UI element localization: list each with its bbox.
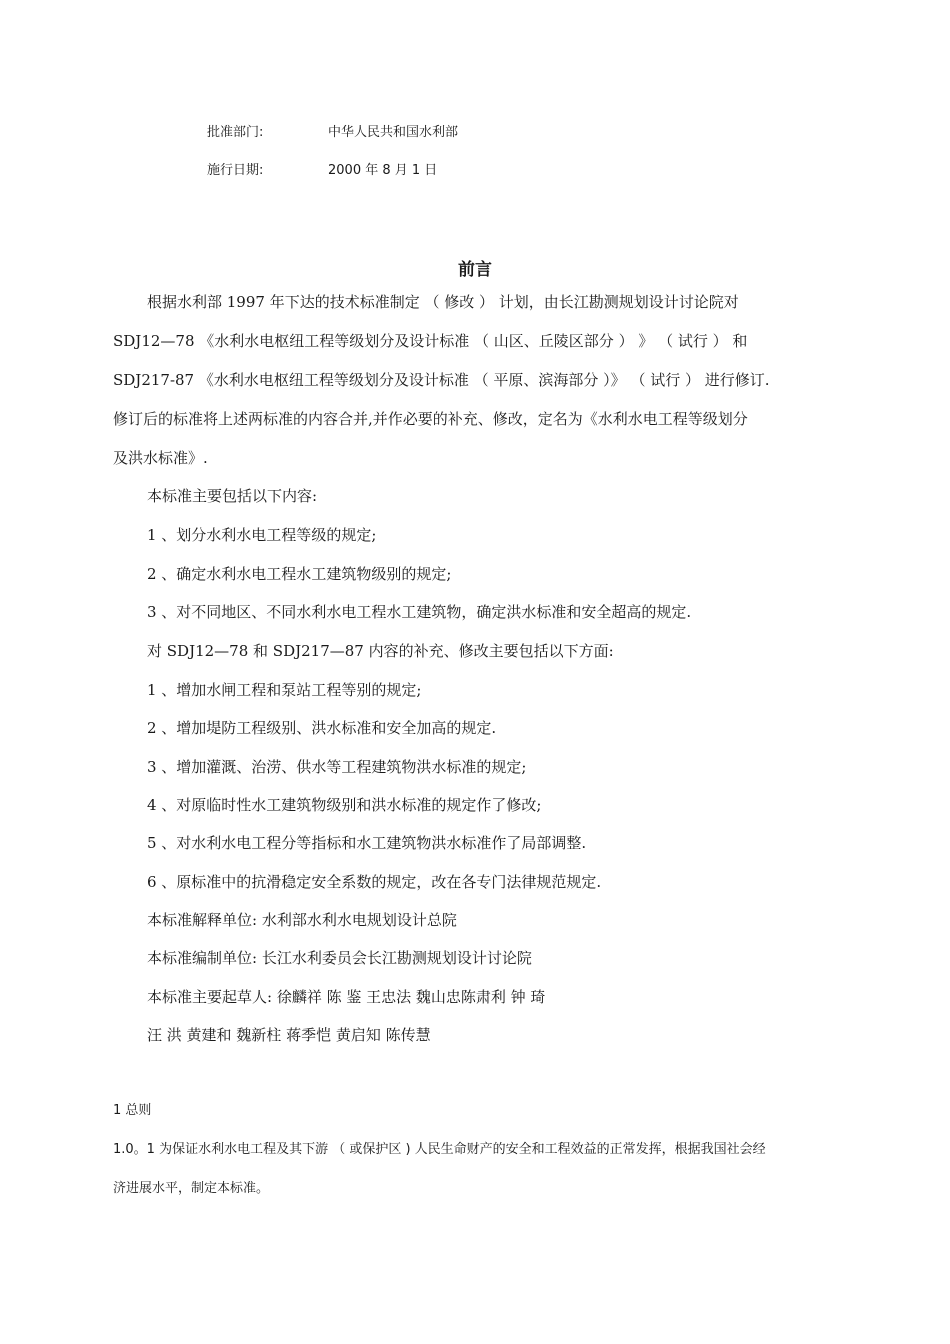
effective-date-label: 施行日期: [207,163,264,178]
approval-value: 中华人民共和国水利部 [328,125,459,140]
effective-date-value: 2000 年 8 月 1 日 [328,163,438,178]
changes-intro: 对 SDJ12—78 和 SDJ217—87 内容的补充、修改主要包括以下方面: [147,642,614,660]
preface-paragraph-line: 及洪水标准》. [113,449,208,467]
content-intro: 本标准主要包括以下内容: [147,487,318,505]
compilation-unit: 本标准编制单位: 长江水利委员会长江勘测规划设计讨论院 [147,949,532,967]
interpretation-unit: 本标准解释单位: 水利部水利水电规划设计总院 [147,911,457,929]
preface-paragraph-line: 根据水利部 1997 年下达的技术标准制定 （ 修改 ） 计划，由长江勘测规划设计讨论院对 [147,293,739,311]
changes-item: 3 、增加灌溉、治涝、供水等工程建筑物洪水标准的规定; [147,758,527,776]
changes-item: 2 、增加堤防工程级别、洪水标准和安全加高的规定. [147,719,497,737]
changes-item: 6 、原标准中的抗滑稳定安全系数的规定，改在各专门法律规范规定. [147,873,602,891]
approval-label: 批准部门: [207,125,264,140]
drafters-line: 本标准主要起草人: 徐麟祥 陈 鉴 王忠法 魏山忠陈肃利 钟 琦 [147,988,546,1006]
clause-text-line: 济进展水平，制定本标准。 [113,1181,270,1196]
content-item: 2 、确定水利水电工程水工建筑物级别的规定; [147,565,452,583]
drafters-line: 汪 洪 黄建和 魏新柱 蒋季恺 黄启知 陈传慧 [147,1026,431,1044]
changes-item: 4 、对原临时性水工建筑物级别和洪水标准的规定作了修改; [147,796,542,814]
changes-item: 1 、增加水闸工程和泵站工程等别的规定; [147,681,422,699]
preface-paragraph-line: SDJ12—78 《水利水电枢纽工程等级划分及设计标准 （ 山区、丘陵区部分 ） 》 （ 试行 ） 和 [113,332,748,350]
section-heading: 1 总则 [113,1103,152,1118]
clause-text-line: 1.0。1 为保证水利水电工程及其下游 （ 或保护区 ) 人民生命财产的安全和工程效益的正常发挥，根据我国社会经 [113,1142,766,1157]
changes-item: 5 、对水利水电工程分等指标和水工建筑物洪水标准作了局部调整. [147,834,587,852]
content-item: 1 、划分水利水电工程等级的规定; [147,526,377,544]
preface-paragraph-line: SDJ217-87 《水利水电枢纽工程等级划分及设计标准 （ 平原、滨海部分 ）》 （ 试行 ） 进行修订. [113,371,770,389]
preface-paragraph-line: 修订后的标准将上述两标准的内容合并,并作必要的补充、修改，定名为《水利水电工程等级划分 [113,410,748,428]
preface-title: 前言 [458,260,492,280]
content-item: 3 、对不同地区、不同水利水电工程水工建筑物，确定洪水标准和安全超高的规定. [147,603,692,621]
